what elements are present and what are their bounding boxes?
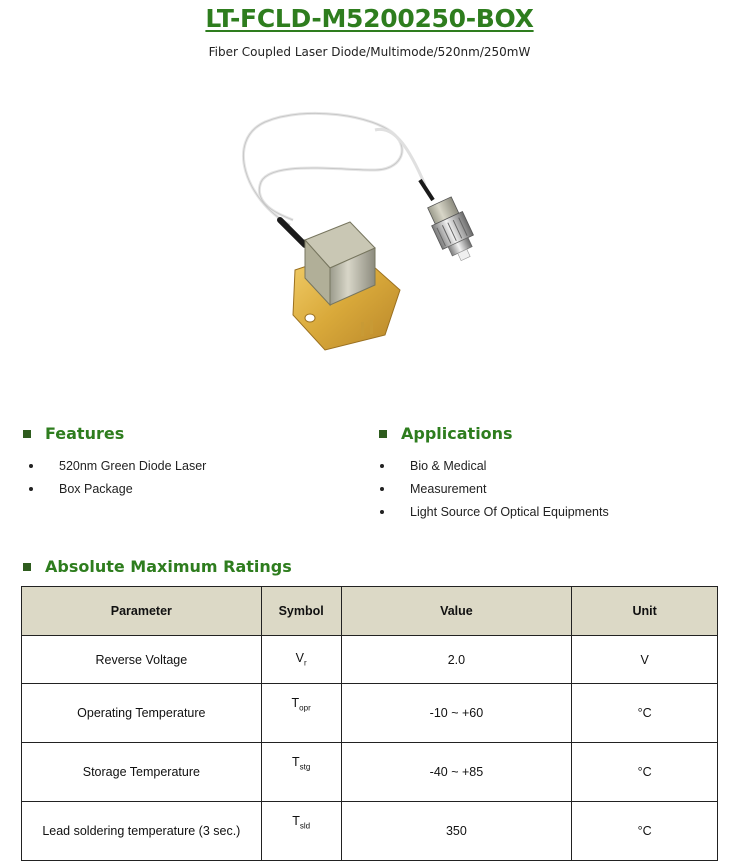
symbol-main: V <box>295 651 304 666</box>
unit-cell: °C <box>572 684 718 743</box>
applications-heading <box>379 424 513 443</box>
symbol-subscript: r <box>303 658 307 668</box>
parameter-cell: Reverse Voltage <box>22 636 262 684</box>
column-header-value: Value <box>341 587 572 636</box>
table-header-row <box>22 587 718 636</box>
table-row <box>22 743 718 802</box>
ratings-table <box>21 586 718 861</box>
unit-cell: °C <box>572 802 718 861</box>
square-bullet-icon <box>23 563 31 571</box>
applications-heading-label: Applications <box>401 424 513 443</box>
parameter-cell: Operating Temperature <box>22 684 262 743</box>
symbol-main: T <box>291 696 300 710</box>
symbol-main: T <box>291 755 300 769</box>
ratings-heading-label: Absolute Maximum Ratings <box>45 557 292 576</box>
list-item: Box Package <box>29 481 206 504</box>
product-photo <box>225 100 515 365</box>
value-cell: 2.0 <box>341 636 572 684</box>
symbol-cell <box>261 802 341 861</box>
column-header-unit: Unit <box>572 587 718 636</box>
features-list <box>29 458 206 504</box>
symbol-cell <box>261 636 341 684</box>
value-cell: 350 <box>341 802 572 861</box>
symbol-cell <box>261 743 341 802</box>
column-header-symbol: Symbol <box>261 587 341 636</box>
features-heading <box>23 424 124 443</box>
parameter-cell: Storage Temperature <box>22 743 262 802</box>
square-bullet-icon <box>23 430 31 438</box>
parameter-cell: Lead soldering temperature (3 sec.) <box>22 802 262 861</box>
value-cell: -10 ~ +60 <box>341 684 572 743</box>
unit-cell: °C <box>572 743 718 802</box>
table-row <box>22 636 718 684</box>
symbol-subscript: sld <box>299 821 311 831</box>
applications-list <box>380 458 609 527</box>
value-cell: -40 ~ +85 <box>341 743 572 802</box>
list-item: Bio & Medical <box>380 458 609 481</box>
table-row <box>22 684 718 743</box>
list-item: 520nm Green Diode Laser <box>29 458 206 481</box>
symbol-subscript: stg <box>299 762 311 772</box>
features-heading-label: Features <box>45 424 125 443</box>
symbol-subscript: opr <box>299 703 311 713</box>
ratings-heading <box>23 557 292 576</box>
square-bullet-icon <box>379 430 387 438</box>
product-subtitle: Fiber Coupled Laser Diode/Multimode/520nm/250mW <box>208 45 531 59</box>
symbol-main: T <box>292 814 300 828</box>
product-title: LT-FCLD-M5200250-BOX <box>205 4 534 33</box>
list-item: Light Source Of Optical Equipments <box>380 504 609 527</box>
unit-cell: V <box>572 636 718 684</box>
list-item: Measurement <box>380 481 609 504</box>
column-header-parameter: Parameter <box>22 587 262 636</box>
symbol-cell <box>261 684 341 743</box>
table-row <box>22 802 718 861</box>
